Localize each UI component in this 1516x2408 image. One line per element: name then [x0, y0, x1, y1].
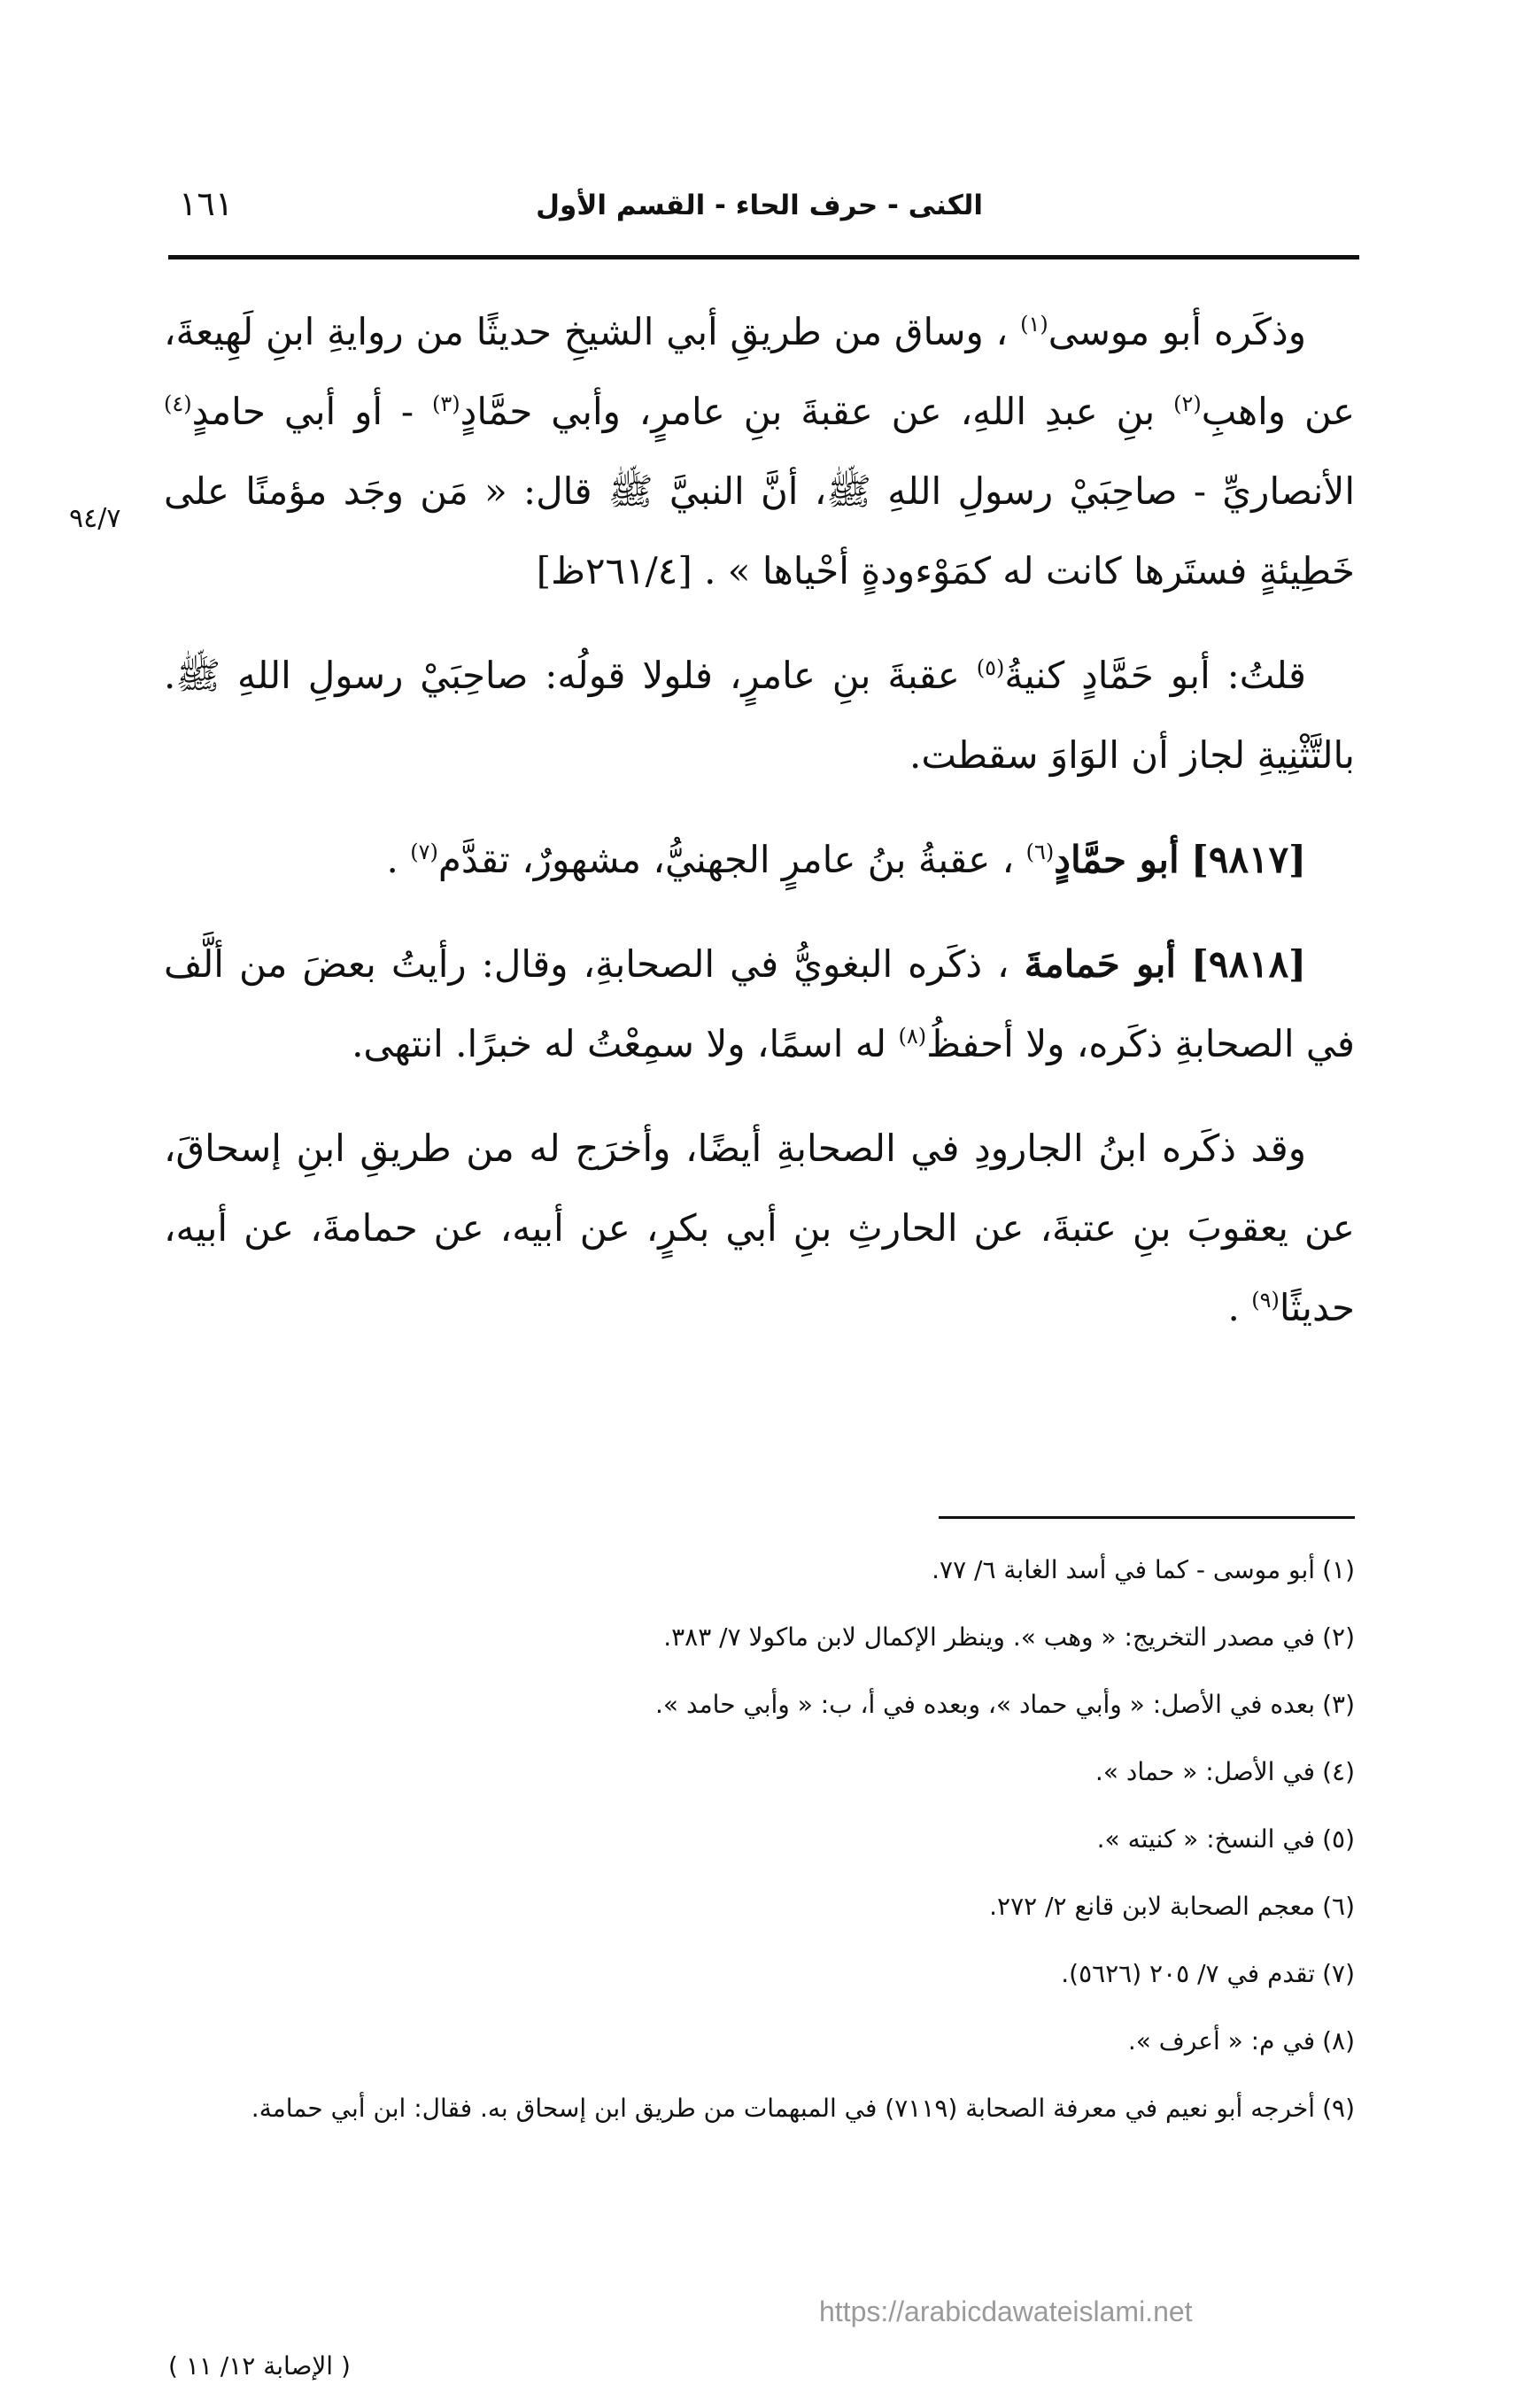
page-number: ١٦١: [179, 184, 234, 223]
footnote-ref-6[interactable]: (٦): [1025, 840, 1055, 864]
margin-reference: ٩٤/٧: [69, 503, 121, 534]
paragraph-1: وذكَره أبو موسى$^{(١)}$ ، وساق من طريقِ أبي الشيخِ حديثًا من روايةِ ابنِ لَهِيعةَ، عن واهبِ$^{(٢)}$ بنِ عبدِ اللهِ، عن عقبةَ بنِ عامرٍ، وأبي حمَّادٍ$^{(٣)}$ - أو أبي حامدٍ$^{(٤)}$ الأنصاريِّ - صاحِبَيْ رسولِ اللهِ ﷺ، أنَّ النبيَّ ﷺ قال: « مَن وجَد مؤمنًا على خَطِيئةٍ فستَرها كانت له كمَوْءودةٍ أحْياها » . [٢٦١/٤ظ]: [164, 310, 1356, 592]
entry-name: أبو حَمامةَ: [1024, 942, 1177, 986]
footnotes: [164, 1548, 1355, 2154]
footnote-3: (٣)بعده في الأصل: « وأبي حماد »، وبعده في أ، ب: « وأبي حامد ».: [655, 1690, 1355, 1719]
footnote-ref-5[interactable]: (٥): [976, 655, 1005, 680]
entry-9818: [٩٨١٨] أبو حَمامةَ ، ذكَره البغويُّ في الصحابةِ، وقال: رأيتُ بعضَ من ألَّف في الصحابةِ ذكَره، ولا أحفظُ$^{(٨)}$ له اسمًا، ولا سمِعْتُ له خبرًا. انتهى.: [164, 942, 1355, 1065]
paragraph-5: وقد ذكَره ابنُ الجارودِ في الصحابةِ أيضًا، وأخرَج له من طريقِ ابنِ إسحاقَ، عن يعقوبَ بنِ عتبةَ، عن الحارثِ بنِ أبي بكرٍ، عن أبيه، عن حمامةَ، عن أبيه، حديثًا$^{(٩)}$ .: [164, 1127, 1355, 1329]
footnote-8: (٨)في م: « أعرف ».: [1127, 2026, 1355, 2056]
entry-number: [٩٨١٧]: [1191, 838, 1306, 881]
paragraph-2: قلتُ: أبو حَمَّادٍ كنيةُ$^{(٥)}$ عقبةَ بنِ عامرٍ، فلولا قولُه: صاحِبَيْ رسولِ اللهِ ﷺ. بالتَّثْنِيةِ لجاز أن الوَاوَ سقطت.: [164, 654, 1355, 777]
footnote-ref-3[interactable]: (٣): [431, 391, 460, 416]
footnote-ref-2[interactable]: (٢): [1173, 391, 1202, 416]
header-divider: [168, 255, 1359, 259]
footnote-9: (٩)أخرجه أبو نعيم في معرفة الصحابة (٧١١٩) في المبهمات من طريق ابن إسحاق به. فقال: ابن أبي حمامة.: [251, 2094, 1355, 2123]
footnote-ref-1[interactable]: (١): [1020, 312, 1048, 337]
footnote-7: (٧)تقدم في ٧/ ٢٠٥ (٥٦٢٦).: [1061, 1959, 1355, 1988]
entry-number: [٩٨١٨]: [1191, 942, 1307, 986]
entry-name: أبو حمَّادٍ: [1054, 838, 1180, 881]
footnote-4: (٤)في الأصل: « حماد ».: [1094, 1757, 1355, 1786]
footnote-ref-8[interactable]: (٨): [898, 1024, 927, 1049]
footnote-ref-4[interactable]: (٤): [164, 391, 192, 416]
watermark-url: https://arabicdawateislami.net: [819, 2296, 1193, 2327]
header-title: الكنى - حرف الحاء - القسم الأول: [536, 190, 983, 221]
running-header: [168, 177, 1355, 239]
entry-9817: [٩٨١٧] أبو حمَّادٍ$^{(٦)}$ ، عقبةُ بنُ عامرٍ الجهنيُّ، مشهورٌ، تقدَّم$^{(٧)}$ .: [386, 838, 1306, 881]
footnote-ref-7[interactable]: (٧): [410, 840, 438, 864]
main-text: [164, 292, 1355, 1373]
footnote-5: (٥)في النسخ: « كنيته ».: [1096, 1824, 1355, 1854]
footnote-1: (١)أبو موسى - كما في أسد الغابة ٦/ ٧٧.: [932, 1555, 1355, 1584]
folio-marker: [٢٦١/٤ظ]: [536, 549, 692, 592]
footnote-6: (٦)معجم الصحابة لابن قانع ٢/ ٢٧٢.: [989, 1892, 1355, 1921]
footnote-divider: [939, 1516, 1355, 1519]
volume-reference: ( الإصابة ١٢/ ١١ ): [168, 2351, 351, 2381]
footnote-ref-9[interactable]: (٩): [1251, 1288, 1280, 1312]
footnote-2: (٢)في مصدر التخريج: « وهب ». وينظر الإكمال لابن ماكولا ٧/ ٣٨٣.: [663, 1622, 1355, 1652]
